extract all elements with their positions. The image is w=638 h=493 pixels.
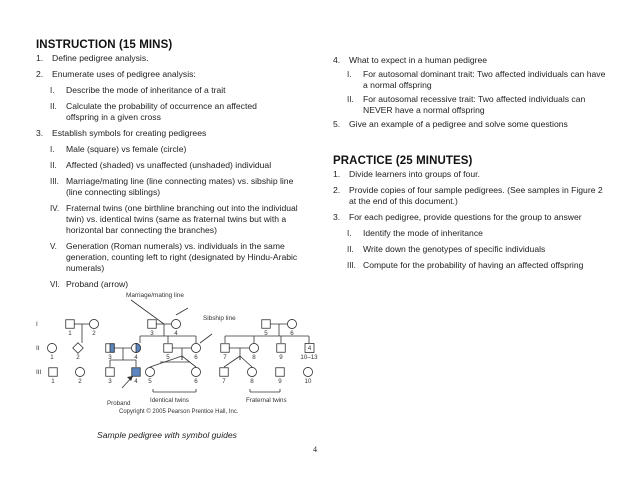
list-item: 3. Establish symbols for creating pedigrees <box>36 128 207 138</box>
sex-unknown-diamond-symbol <box>73 343 84 354</box>
male-square-symbol <box>66 320 75 329</box>
individual-number: 2 <box>92 330 96 337</box>
individual-number: 2 <box>78 378 82 385</box>
figure-caption: Sample pedigree with symbol guides <box>97 430 237 440</box>
group-count: 4 <box>307 346 312 353</box>
female-circle-symbol <box>287 319 296 328</box>
individual-number: 3 <box>108 378 112 385</box>
individual-number: 10 <box>304 378 312 385</box>
individual-number: 7 <box>223 354 227 361</box>
individual-number: 9 <box>278 378 282 385</box>
individual-number: 4 <box>174 330 178 337</box>
female-circle-symbol <box>247 367 256 376</box>
sub-item: III. Marriage/mating line (line connecting mates) vs. sibship line (line connecting siblings) <box>50 176 294 197</box>
sub-item: I. Identify the mode of inheritance <box>347 228 483 238</box>
proband-label: Proband <box>107 400 131 407</box>
individual-number: 6 <box>194 378 198 385</box>
list-item: 2. Enumerate uses of pedigree analysis: <box>36 69 196 79</box>
individual-number: 5 <box>264 330 268 337</box>
identical-twins-label: Identical twins <box>150 397 189 404</box>
male-square-symbol <box>106 368 115 377</box>
male-square-symbol <box>132 368 141 377</box>
list-item: 3. For each pedigree, provide questions for the group to answer <box>333 212 582 222</box>
sub-item: II. Write down the genotypes of specific individuals <box>347 244 546 254</box>
sub-item: I. Male (square) vs female (circle) <box>50 144 187 154</box>
male-square-symbol <box>148 320 157 329</box>
female-circle-symbol <box>191 367 200 376</box>
carrier-circle-fill <box>136 343 141 352</box>
individual-number: 6 <box>194 354 198 361</box>
instruction-heading: INSTRUCTION (15 MINS) <box>36 39 173 51</box>
pedigree-symbols <box>47 319 314 381</box>
individual-number: 8 <box>250 378 254 385</box>
individual-number: 3 <box>108 354 112 361</box>
male-square-symbol <box>164 344 173 353</box>
female-circle-symbol <box>249 343 258 352</box>
sub-item: II. Calculate the probability of occurrence an affected offspring in a given cross <box>50 101 257 122</box>
female-circle-symbol <box>171 319 180 328</box>
page-number: 4 <box>313 445 317 454</box>
individual-number: 6 <box>290 330 294 337</box>
female-circle-symbol <box>47 343 56 352</box>
list-item: 5. Give an example of a pedigree and solve some questions <box>333 119 568 129</box>
individual-number: 5 <box>166 354 170 361</box>
individual-number: 9 <box>279 354 283 361</box>
sub-item: I. For autosomal dominant trait: Two affected individuals can have a normal offspring <box>347 69 606 90</box>
sub-item: IV. Fraternal twins (one birthline branching out into the individual twin) vs. identical twins (same as fraternal twins but with a horizontal bar connecting the branches) <box>50 203 298 235</box>
female-circle-symbol <box>75 367 84 376</box>
sub-item: II. Affected (shaded) vs unaffected (unshaded) individual <box>50 160 272 170</box>
sub-item: II. For autosomal recessive trait: Two affected individuals can NEVER have a normal offspring <box>347 94 586 115</box>
individual-number: 7 <box>222 378 226 385</box>
proband-arrow-head <box>127 376 133 381</box>
sub-item: III. Compute for the probability of having an affected offspring <box>347 260 584 270</box>
individual-number: 1 <box>50 354 54 361</box>
individual-number: 4 <box>134 378 138 385</box>
male-square-symbol <box>277 344 286 353</box>
female-circle-symbol <box>89 319 98 328</box>
sub-item: VI. Proband (arrow) <box>50 279 129 289</box>
generation-label: I <box>36 321 38 328</box>
female-circle-symbol <box>145 367 154 376</box>
individual-number: 1 <box>68 330 72 337</box>
list-item: 4. What to expect in a human pedigree <box>333 55 488 65</box>
individual-number: 3 <box>150 330 154 337</box>
copyright-text: Copyright © 2005 Pearson Prentice Hall, Inc. <box>119 409 239 415</box>
sibship-line-label: Sibship line <box>203 315 236 322</box>
pedigree-line <box>200 334 212 343</box>
individual-number: 2 <box>76 354 80 361</box>
carrier-square-fill <box>110 344 114 353</box>
individual-number: 4 <box>134 354 138 361</box>
generation-label: II <box>36 345 40 352</box>
list-item: 1. Divide learners into groups of four. <box>333 169 480 179</box>
individual-number: 10–13 <box>300 354 318 361</box>
sub-item: V. Generation (Roman numerals) vs. individuals in the same generation, counting left to right (designated by Hindu-Arabic numerals) <box>50 241 298 273</box>
fraternal-twins-label: Fraternal twins <box>246 397 287 404</box>
male-square-symbol <box>220 368 229 377</box>
male-square-symbol <box>262 320 271 329</box>
male-square-symbol <box>276 368 285 377</box>
pedigree-line <box>176 308 188 315</box>
individual-number: 8 <box>252 354 256 361</box>
female-circle-symbol <box>303 367 312 376</box>
practice-heading: PRACTICE (25 MINUTES) <box>333 155 473 167</box>
female-circle-symbol <box>191 343 200 352</box>
list-item: 1. Define pedigree analysis. <box>36 53 149 63</box>
male-square-symbol <box>221 344 230 353</box>
generation-label: III <box>36 369 42 376</box>
list-item: 2. Provide copies of four sample pedigrees. (See samples in Figure 2 at the end of this document.) <box>333 185 603 206</box>
male-square-symbol <box>49 368 58 377</box>
individual-number: 5 <box>148 378 152 385</box>
individual-number: 1 <box>51 378 55 385</box>
sub-item: I. Describe the mode of inheritance of a trait <box>50 85 226 95</box>
marriage-line-label: Marriage/mating line <box>126 292 184 299</box>
pedigree-line <box>240 356 252 367</box>
